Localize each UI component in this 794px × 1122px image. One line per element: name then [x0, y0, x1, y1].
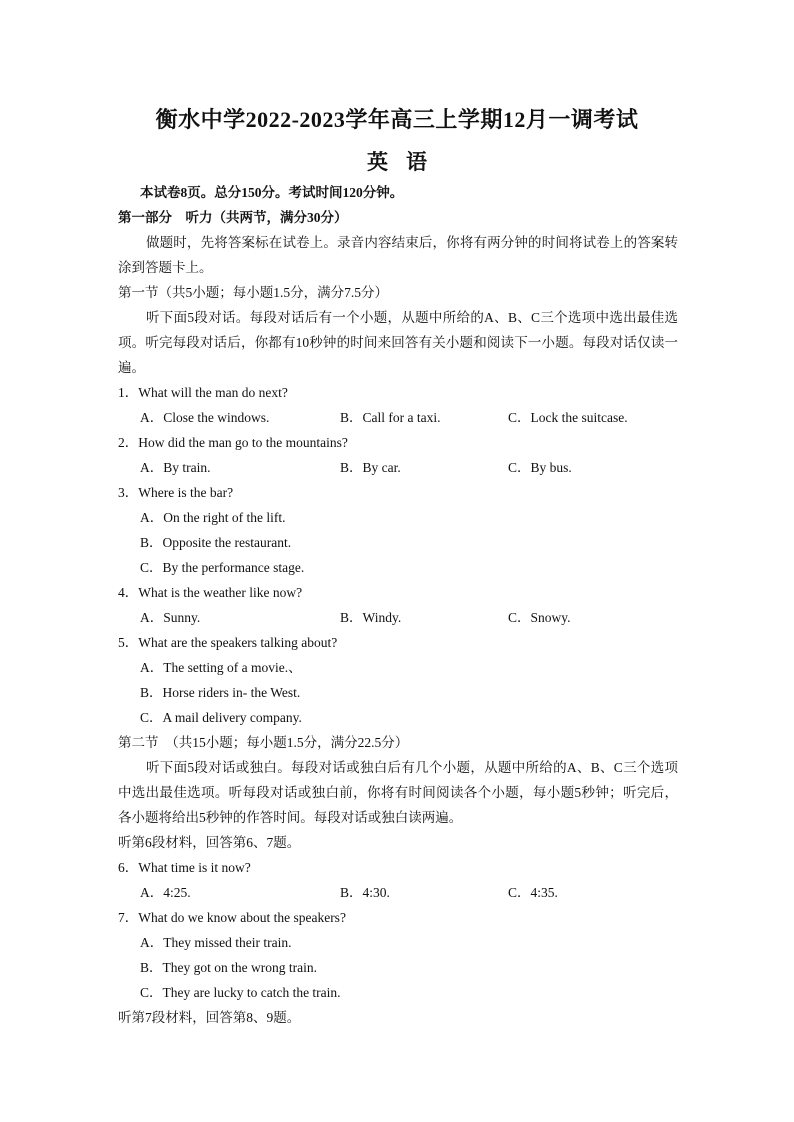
question-1: 1．What will the man do next? [118, 385, 288, 400]
option-c: C．Lock the suitcase. [508, 410, 628, 425]
section1-instructions: 听下面5段对话。每段对话后有一个小题，从题中所给的A、B、C三个选项中选出最佳选项。听完每段对话后，你都有10秒钟的时间来回答有关小题和阅读下一小题。每段对话仅读一遍。 [118, 310, 678, 375]
question-1-options [118, 405, 678, 430]
option-b: B．By car. [340, 460, 401, 475]
option-c: C．A mail delivery company. [140, 710, 302, 725]
option-c: C．By bus. [508, 460, 572, 475]
subject-title: 英语 [367, 150, 445, 174]
option-b: B．They got on the wrong train. [140, 960, 317, 975]
option-a: A．They missed their train. [140, 935, 292, 950]
question-5: 5．What are the speakers talking about? [118, 635, 338, 650]
question-4-options [118, 605, 678, 630]
part1-heading: 第一部分 听力（共两节，满分30分） [118, 210, 348, 225]
option-c: C．By the performance stage. [140, 560, 305, 575]
exam-title: 衡水中学2022-2023学年高三上学期12月一调考试 [155, 107, 639, 132]
option-a: A．Sunny. [140, 610, 201, 625]
option-b: B．Windy. [340, 610, 402, 625]
question-6: 6．What time is it now? [118, 860, 251, 875]
question-2: 2．How did the man go to the mountains? [118, 435, 348, 450]
question-2-options [118, 455, 678, 480]
option-a: A．By train. [140, 460, 211, 475]
question-7: 7．What do we know about the speakers? [118, 910, 346, 925]
section1-heading: 第一节（共5小题；每小题1.5分，满分7.5分） [118, 285, 388, 300]
section2-instructions: 听下面5段对话或独白。每段对话或独白后有几个小题，从题中所给的A、B、C三个选项中选出最佳选项。听每段对话或独白前，你将有时间阅读各个小题，每小题5秒钟；听完后，各小题将给出5秒钟的作答时间。每段对话或独白读两遍。 [118, 760, 678, 825]
option-c: C．4:35. [508, 885, 558, 900]
option-c: C．They are lucky to catch the train. [140, 985, 341, 1000]
option-a: A．4:25. [140, 885, 191, 900]
question-6-options [118, 880, 678, 905]
option-b: B．Call for a taxi. [340, 410, 441, 425]
material-7-note: 听第7段材料，回答第8、9题。 [118, 1010, 301, 1025]
option-a: A．The setting of a movie.、 [140, 660, 302, 675]
option-b: B．Opposite the restaurant. [140, 535, 292, 550]
option-c: C．Snowy. [508, 610, 571, 625]
option-b: B．Horse riders in- the West. [140, 685, 301, 700]
option-a: A．On the right of the lift. [140, 510, 286, 525]
option-b: B．4:30. [340, 885, 390, 900]
part1-instructions: 做题时，先将答案标在试卷上。录音内容结束后，你将有两分钟的时间将试卷上的答案转涂到答题卡上。 [118, 235, 678, 275]
option-a: A．Close the windows. [140, 410, 270, 425]
section2-heading: 第二节 （共15小题；每小题1.5分，满分22.5分） [118, 735, 409, 750]
question-4: 4．What is the weather like now? [118, 585, 303, 600]
question-3: 3．Where is the bar? [118, 485, 234, 500]
exam-intro: 本试卷8页。总分150分。考试时间120分钟。 [140, 185, 404, 200]
exam-content [118, 180, 678, 1030]
material-6-note: 听第6段材料，回答第6、7题。 [118, 835, 301, 850]
